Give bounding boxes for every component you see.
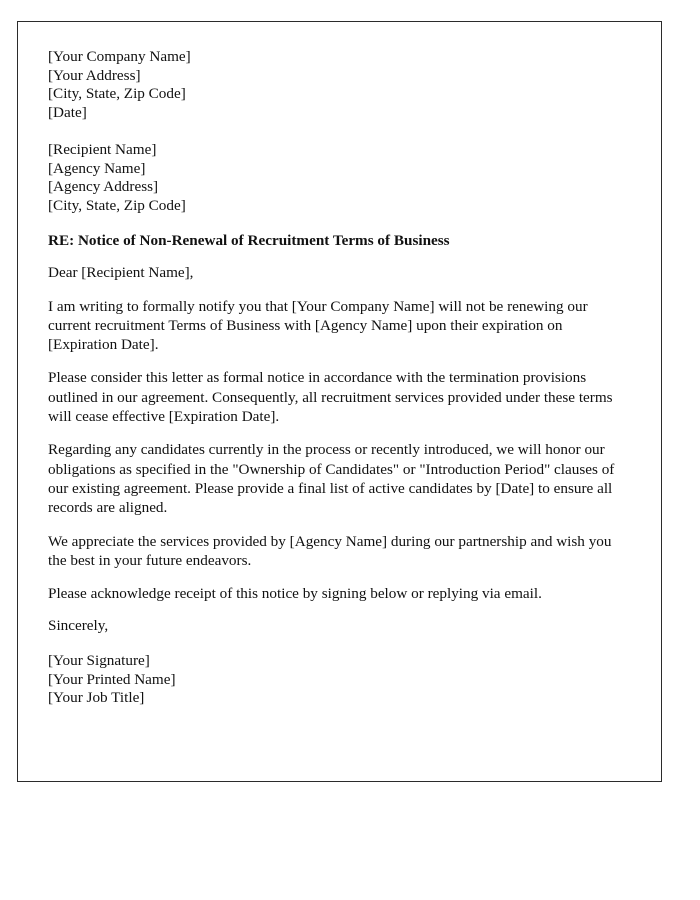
body-paragraph-3: Regarding any candidates currently in the process or recently introduced, we will honor our obligations as specified in the "Ownership of Candidates" or "Introduction Period" clauses of our existing agreement. Please provide a final list of active candidates by [Date] to ensure all records are aligned.	[48, 441, 615, 517]
subject-line: RE: Notice of Non-Renewal of Recruitment Terms of Business	[48, 232, 450, 250]
body-paragraph-1: I am writing to formally notify you that [Your Company Name] will not be renewing our current recruitment Terms of Business with [Agency Name] upon their expiration on [Expiration Date].	[48, 297, 588, 354]
salutation: Dear [Recipient Name],	[48, 263, 194, 281]
letter-content	[48, 48, 632, 708]
body-paragraph-2: Please consider this letter as formal notice in accordance with the termination provisions outlined in our agreement. Consequently, all recruitment services provided under these terms will cease effective [Expiration Date].	[48, 369, 613, 426]
sender-address-line: [Your Company Name]	[48, 48, 191, 65]
recipient-address-line: [Agency Name]	[48, 159, 146, 177]
job-title-placeholder: [Your Job Title]	[48, 689, 145, 707]
recipient-address-line: [City, State, Zip Code]	[48, 196, 186, 214]
body-paragraph-4: We appreciate the services provided by [Agency Name] during our partnership and wish you the best in your future endeavors.	[48, 532, 612, 569]
body-paragraph-5: Please acknowledge receipt of this notice by signing below or replying via email.	[48, 585, 542, 603]
sender-address-block	[48, 48, 632, 122]
signature-placeholder: [Your Signature]	[48, 651, 150, 669]
recipient-address-line: [Agency Address]	[48, 178, 159, 196]
closing-line: Sincerely,	[48, 617, 109, 635]
recipient-address-block	[48, 141, 632, 215]
signature-block	[48, 636, 632, 708]
address-block-spacer	[48, 122, 632, 141]
printed-name-placeholder: [Your Printed Name]	[48, 670, 176, 688]
sender-address-line: [Your Address]	[48, 66, 141, 84]
sender-address-line: [City, State, Zip Code]	[48, 85, 186, 103]
sender-date-line: [Date]	[48, 103, 87, 121]
recipient-address-line: [Recipient Name]	[48, 140, 157, 158]
letter-page-border	[17, 21, 662, 782]
